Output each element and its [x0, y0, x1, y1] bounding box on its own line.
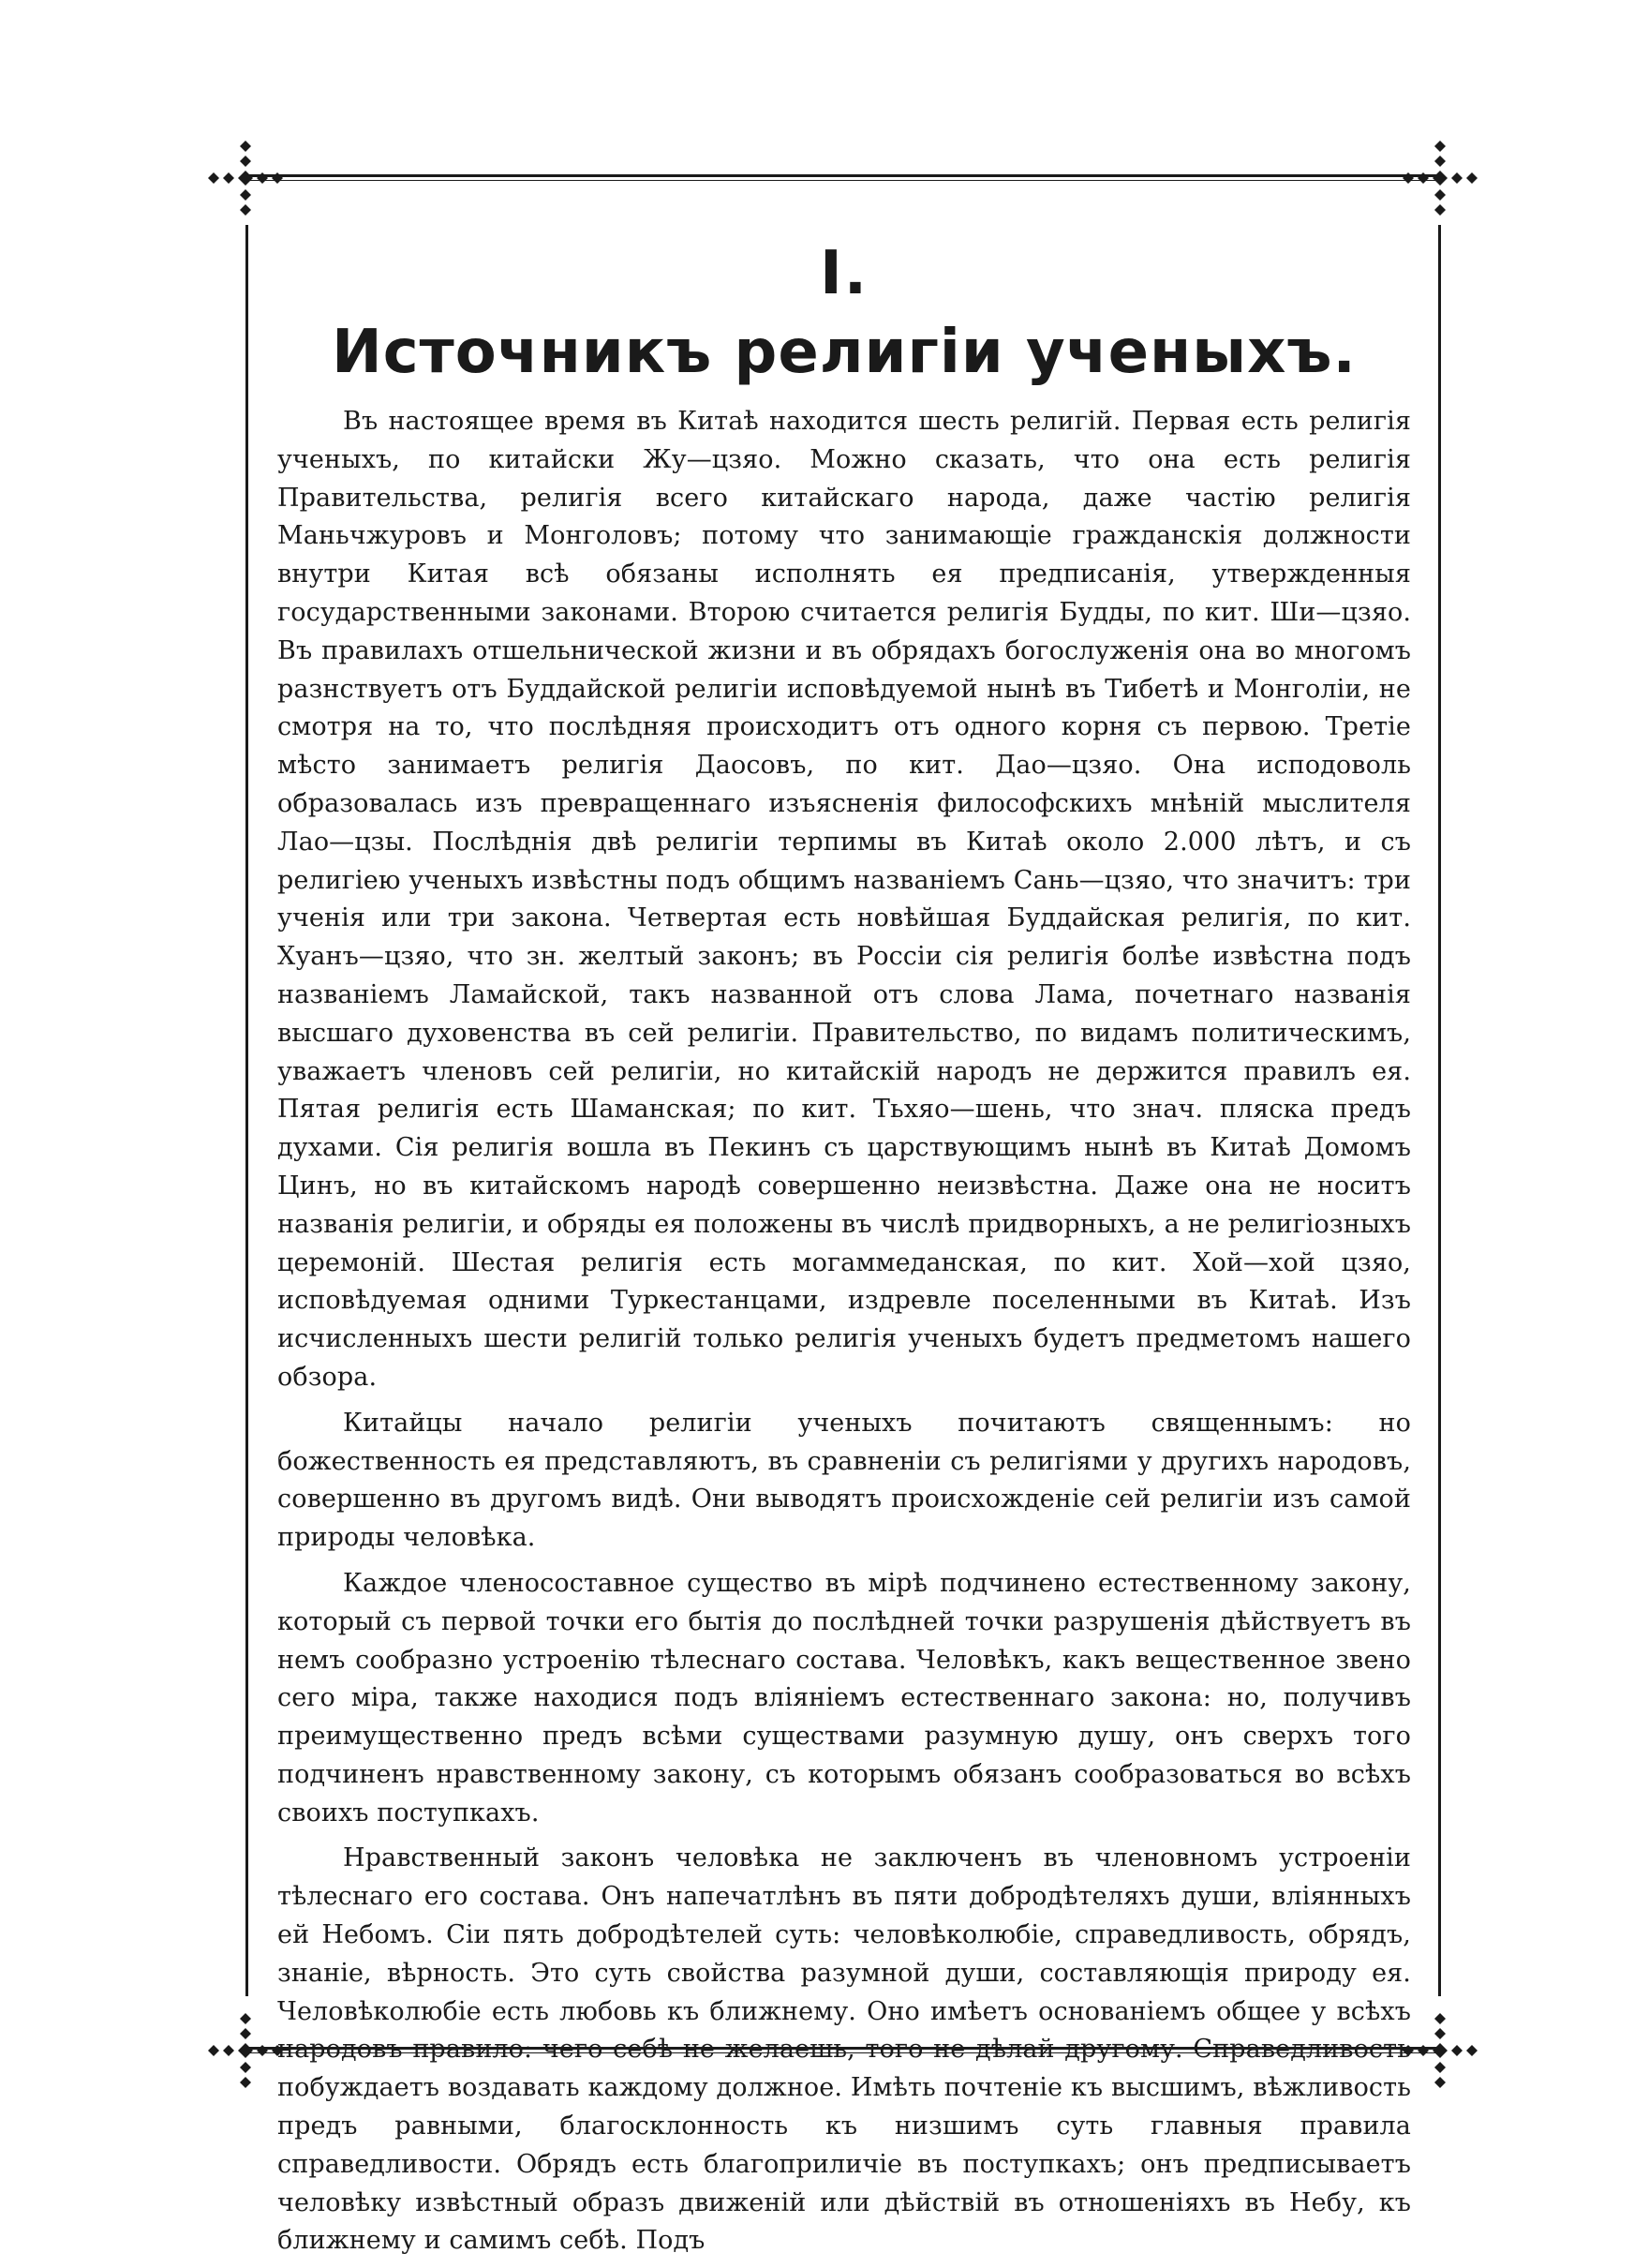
page-content [277, 225, 1411, 2268]
corner-ornament-icon [208, 2013, 283, 2088]
body-text [277, 403, 1411, 2261]
paragraph: Каждое членосоставное существо въ мірѣ подчинено естественному закону, который съ первой точки его бытія до послѣдней точки разрушенія дѣйствуетъ въ немъ сообразно устроенію тѣлеснаго состава. Человѣкъ, какъ вещественное звено сего міра, также находися подъ вліяніемъ естественнаго закона: но, получивъ преимущественно предъ всѣми существами разумную душу, онъ сверхъ того подчиненъ нравственному закону, съ которымъ обязанъ сообразоваться во всѣхъ своихъ поступкахъ. [277, 1568, 1411, 1828]
chapter-title: Источникъ религіи ученыхъ. [332, 318, 1357, 387]
corner-ornament-icon [1403, 141, 1478, 216]
frame-top-inner-line [245, 180, 1440, 181]
frame-top-line [245, 174, 1440, 177]
paragraph: Китайцы начало религіи ученыхъ почитаютъ священнымъ: но божественность ея представляютъ, въ сравненіи съ религіями у другихъ народовъ, совершенно въ другомъ видѣ. Они выводятъ происхожденіе сей религіи изъ самой природы человѣка. [277, 1408, 1411, 1553]
frame-left-line [245, 225, 248, 1996]
paragraph: Нравственный законъ человѣка не заключенъ въ членовномъ устроеніи тѣлеснаго его состава. Онъ напечатлѣнъ въ пяти добродѣтеляхъ души, вліянныхъ ей Небомъ. Сіи пять добродѣтелей суть: человѣколюбіе, справедливость, обрядъ, знаніе, вѣрность. Это суть свойства разумной души, составляющія природу ея. Человѣколюбіе есть любовь къ ближнему. Оно имѣетъ основаніемъ общее у всѣхъ народовъ правило: чего себѣ не желаешь, того не дѣлай другому. Справедливость побуждаетъ воздавать каждому должное. Имѣть почтеніе къ высшимъ, вѣжливость предъ равными, благосклонность къ низшимъ суть главныя правила справедливости. Обрядъ есть благоприличіе въ поступкахъ; онъ предписываетъ человѣку извѣстный образъ движеній или дѣйствій въ отношеніяхъ въ Небу, къ ближнему и самимъ себѣ. Подъ [277, 1843, 1411, 2256]
frame-right-line [1438, 225, 1441, 1996]
corner-ornament-icon [1403, 2013, 1478, 2088]
paragraph: Въ настоящее время въ Китаѣ находится шесть религій. Первая есть религія ученыхъ, по китайски Жу—цзяо. Можно сказать, что она есть религія Правительства, религія всего китайскаго народа, даже частію религія Маньчжуровъ и Монголовъ; потому что занимающіе гражданскія должности внутри Китая всѣ обязаны исполнять ея предписанія, утвержденныя государственными законами. Второю считается религія Будды, по кит. Ши—цзяо. Въ правилахъ отшельнической жизни и въ обрядахъ богослуженія она во многомъ разнствуетъ отъ Буддайской религіи исповѣдуемой нынѣ въ Тибетѣ и Монголіи, не смотря на то, что послѣдняя происходитъ отъ одного корня съ первою. Третіе мѣсто занимаетъ религія Даосовъ, по кит. Дао—цзяо. Она исподоволь образовалась изъ превращеннаго изъясненія философскихъ мнѣній мыслителя Лао—цзы. Послѣднія двѣ религіи терпимы въ Китаѣ около 2.000 лѣтъ, и съ религіею ученыхъ извѣстны подъ общимъ названіемъ Сань—цзяо, что значитъ: три ученія или три закона. Четвертая есть новѣйшая Буддайская религія, по кит. Хуанъ—цзяо, что зн. желтый законъ; въ Россіи сія религія болѣе извѣстна подъ названіемъ Ламайской, такъ названной отъ слова Лама, почетнаго названія высшаго духовенства въ сей религіи. Правительство, по видамъ политическимъ, уважаетъ членовъ сей религіи, но китайскій народъ не держится правилъ ея. Пятая религія есть Шаманская; по кит. Тьхяо—шень, что знач. пляска предъ духами. Сія религія вошла въ Пекинъ съ царствующимъ нынѣ въ Китаѣ Домомъ Цинъ, но въ китайскомъ народѣ совершенно неизвѣстна. Даже она не носитъ названія религіи, и обряды ея положены въ числѣ придворныхъ, а не религіозныхъ церемоній. Шестая религія есть могаммеданская, по кит. Хой—хой цзяо, исповѣдуемая одними Туркестанцами, издревле поселенными въ Китаѣ. Изъ исчисленныхъ шести религій только религія ученыхъ будетъ предметомъ нашего обзора. [277, 407, 1411, 1392]
chapter-number: I. [819, 239, 869, 308]
corner-ornament-icon [208, 141, 283, 216]
